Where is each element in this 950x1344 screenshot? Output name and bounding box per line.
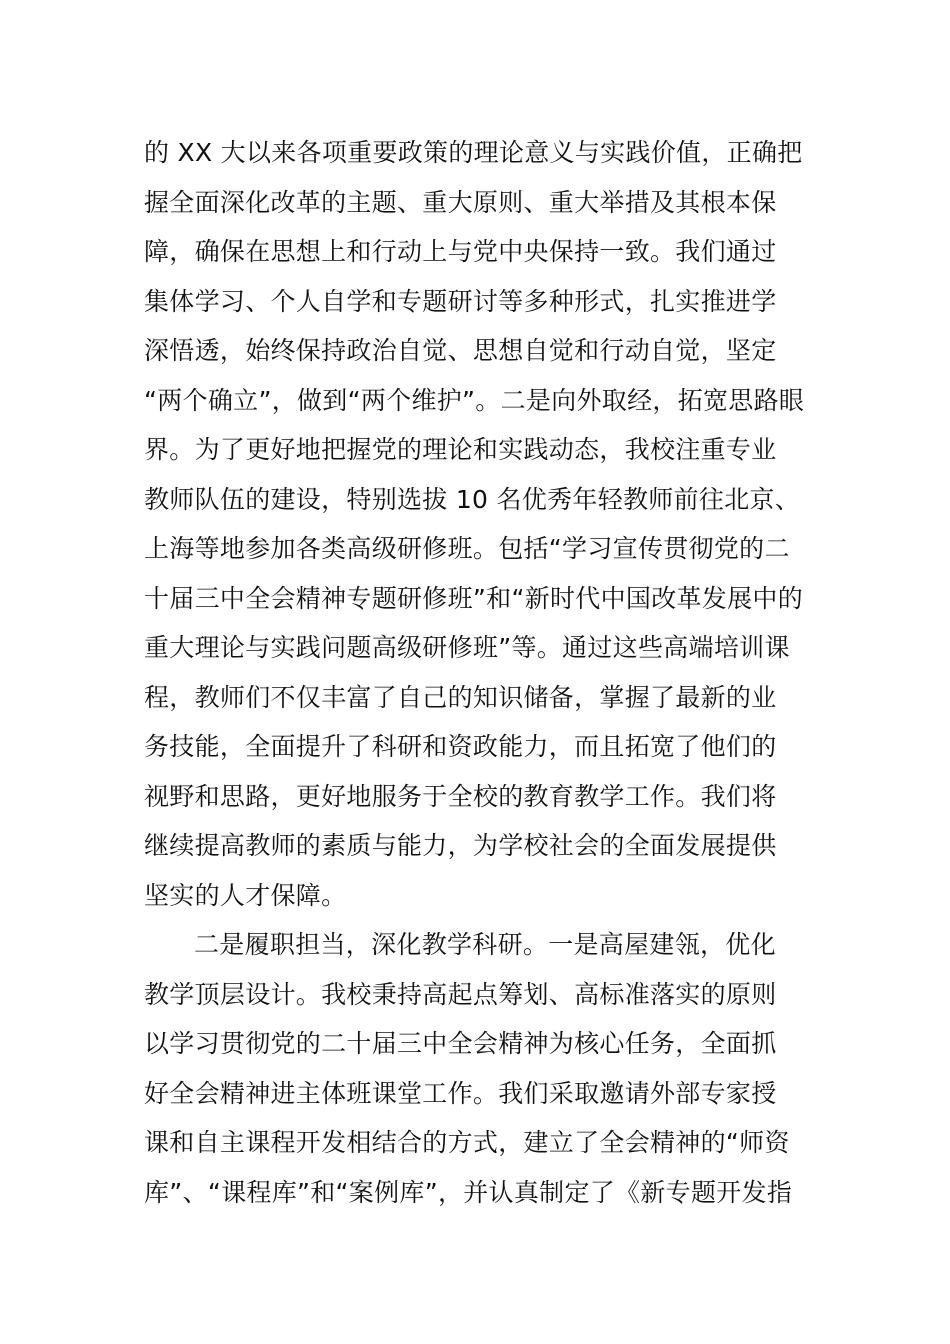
- text-line-10: 十届三中全会精神专题研修班”和“新时代中国改革发展中的: [144, 583, 804, 613]
- text-line-16: 坚实的人才保障。: [144, 880, 347, 910]
- body-text: [144, 128, 814, 1217]
- text-line-13: 务技能，全面提升了科研和资政能力，而且拓宽了他们的: [144, 732, 777, 761]
- text-line-17: 二是履职担当，深化教学科研。一是高屋建瓴，优化: [194, 930, 776, 959]
- text-line-7: 界。为了更好地把握党的理论和实践动态，我校注重专业: [144, 435, 777, 464]
- text-line-3: 障，确保在思想上和行动上与党中央保持一致。我们通过: [144, 237, 777, 266]
- text-line-15: 继续提高教师的素质与能力，为学校社会的全面发展提供: [144, 831, 777, 860]
- text-line-6: “两个确立”，做到“两个维护”。二是向外取经，拓宽思路眼: [144, 385, 805, 415]
- text-line-2: 握全面深化改革的主题、重大原则、重大举措及其根本保: [144, 187, 777, 217]
- text-line-22: 库”、“课程库”和“案例库”，并认真制定了《新专题开发指: [144, 1177, 793, 1207]
- text-line-9: 上海等地参加各类高级研修班。包括“学习宣传贯彻党的二: [144, 534, 790, 563]
- text-line-18: 教学顶层设计。我校秉持高起点筹划、高标准落实的原则: [144, 979, 777, 1009]
- text-line-12: 程，教师们不仅丰富了自己的知识储备，掌握了最新的业: [144, 682, 777, 712]
- text-line-5: 深悟透，始终保持政治自觉、思想自觉和行动自觉，坚定: [144, 336, 777, 365]
- text-line-8: 教师队伍的建设，特别选拔 10 名优秀年轻教师前往北京、: [144, 484, 801, 514]
- text-line-14: 视野和思路，更好地服务于全校的教育教学工作。我们将: [144, 781, 777, 811]
- text-line-1: 的 XX 大以来各项重要政策的理论意义与实践价值，正确把: [144, 138, 803, 167]
- text-line-4: 集体学习、个人自学和专题研讨等多种形式，扎实推进学: [144, 286, 777, 316]
- text-line-20: 好全会精神进主体班课堂工作。我们采取邀请外部专家授: [144, 1078, 777, 1108]
- text-line-19: 以学习贯彻党的二十届三中全会精神为核心任务，全面抓: [144, 1029, 777, 1058]
- text-line-11: 重大理论与实践问题高级研修班”等。通过这些高端培训课: [144, 633, 790, 662]
- text-line-21: 课和自主课程开发相结合的方式，建立了全会精神的“师资: [144, 1128, 790, 1157]
